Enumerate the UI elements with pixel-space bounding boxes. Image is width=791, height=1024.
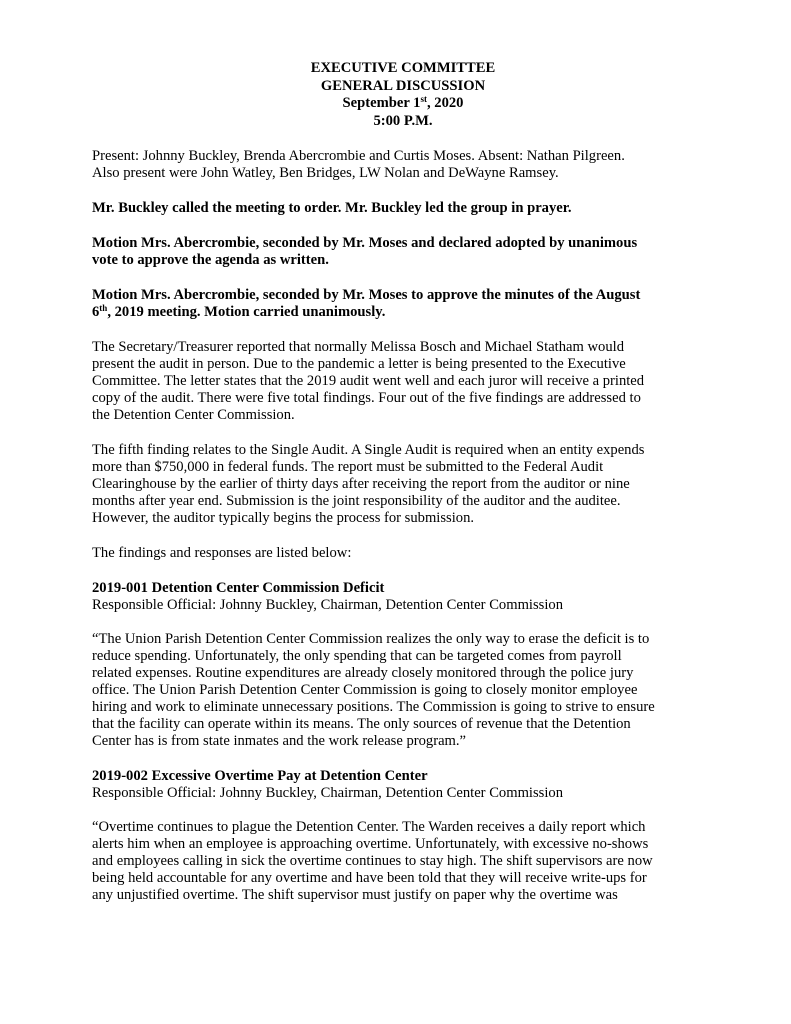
- finding-2019-002: [92, 768, 702, 904]
- motion-minutes-day: 6: [92, 304, 100, 320]
- findings-intro-line: The findings and responses are listed below:: [92, 545, 352, 561]
- audit-line: the Detention Center Commission.: [92, 407, 295, 423]
- single-audit-paragraph: [92, 442, 702, 527]
- finding-response-line: reduce spending. Unfortunately, the only spending that can be targeted comes from payroll: [92, 648, 622, 664]
- document-header: [104, 60, 702, 130]
- finding-response-line: hiring and work to eliminate unnecessary positions. The Commission is going to strive to ensure: [92, 699, 655, 715]
- header-date-suffix: st: [420, 94, 427, 104]
- single-audit-line: The fifth finding relates to the Single Audit. A Single Audit is required when an entity expends: [92, 442, 645, 458]
- audit-line: Committee. The letter states that the 2019 audit went well and each juror will receive a printed: [92, 373, 645, 389]
- motion-minutes-line: Motion Mrs. Abercrombie, seconded by Mr. Moses to approve the minutes of the August: [92, 287, 641, 303]
- motion-minutes-rest: , 2019 meeting. Motion carried unanimously.: [107, 304, 386, 320]
- finding-response-line: “The Union Parish Detention Center Commission realizes the only way to erase the deficit is to: [92, 631, 650, 647]
- header-date-main: September 1: [342, 95, 421, 111]
- motion-minutes: [92, 287, 702, 321]
- finding-response-line: related expenses. Routine expenditures are already closely monitored through the police jury: [92, 665, 634, 681]
- finding-response-line: alerts him when an employee is approaching overtime. Unfortunately, with excessive no-shows: [92, 836, 649, 852]
- finding-response-line: being held accountable for any overtime and have been told that they will receive write-ups for: [92, 870, 647, 886]
- single-audit-line: months after year end. Submission is the joint responsibility of the auditor and the auditee.: [92, 493, 621, 509]
- document-page: [92, 60, 702, 904]
- finding-response: [92, 819, 702, 904]
- finding-response-line: any unjustified overtime. The shift supervisor must justify on paper why the overtime was: [92, 887, 618, 903]
- attendance-paragraph: [92, 148, 702, 182]
- single-audit-line: However, the auditor typically begins the process for submission.: [92, 510, 475, 526]
- finding-response-line: Center has is from state inmates and the work release program.”: [92, 733, 467, 749]
- audit-paragraph: [92, 339, 702, 424]
- finding-official: Responsible Official: Johnny Buckley, Chairman, Detention Center Commission: [92, 785, 563, 801]
- finding-official: Responsible Official: Johnny Buckley, Chairman, Detention Center Commission: [92, 597, 563, 613]
- single-audit-line: more than $750,000 in federal funds. The report must be submitted to the Federal Audit: [92, 459, 604, 475]
- audit-line: present the audit in person. Due to the pandemic a letter is being presented to the Executive: [92, 356, 626, 372]
- header-date-year: , 2020: [426, 95, 464, 111]
- header-title: EXECUTIVE COMMITTEE: [310, 60, 496, 76]
- motion-agenda-line: Motion Mrs. Abercrombie, seconded by Mr. Moses and declared adopted by unanimous: [92, 235, 638, 251]
- findings-intro: [92, 545, 702, 562]
- audit-line: copy of the audit. There were five total findings. Four out of the five findings are addressed to: [92, 390, 641, 406]
- motion-minutes-suffix: th: [99, 303, 108, 313]
- finding-title: 2019-002 Excessive Overtime Pay at Detention Center: [92, 768, 428, 784]
- finding-title: 2019-001 Detention Center Commission Deficit: [92, 580, 385, 596]
- finding-response-line: and employees calling in sick the overtime continues to stay high. The shift supervisors are now: [92, 853, 653, 869]
- motion-agenda-line: vote to approve the agenda as written.: [92, 252, 329, 268]
- call-to-order: [92, 200, 702, 217]
- finding-response: [92, 631, 702, 750]
- header-date: [104, 95, 702, 113]
- attendance-line: Present: Johnny Buckley, Brenda Abercrombie and Curtis Moses. Absent: Nathan Pilgreen.: [92, 148, 625, 164]
- finding-response-line: that the facility can operate within its means. The only sources of revenue that the Detention: [92, 716, 631, 732]
- single-audit-line: Clearinghouse by the earlier of thirty days after receiving the report from the auditor or nine: [92, 476, 630, 492]
- header-subtitle: GENERAL DISCUSSION: [320, 77, 486, 94]
- call-to-order-line: Mr. Buckley called the meeting to order. Mr. Buckley led the group in prayer.: [92, 200, 572, 216]
- motion-agenda: [92, 235, 702, 269]
- header-time: 5:00 P.M.: [373, 112, 433, 129]
- finding-response-line: “Overtime continues to plague the Detention Center. The Warden receives a daily report which: [92, 819, 646, 835]
- audit-line: The Secretary/Treasurer reported that normally Melissa Bosch and Michael Statham would: [92, 339, 624, 355]
- finding-response-line: office. The Union Parish Detention Center Commission is going to closely monitor employee: [92, 682, 638, 698]
- motion-minutes-line: [92, 304, 702, 321]
- finding-2019-001: [92, 580, 702, 750]
- attendance-line: Also present were John Watley, Ben Bridges, LW Nolan and DeWayne Ramsey.: [92, 165, 559, 181]
